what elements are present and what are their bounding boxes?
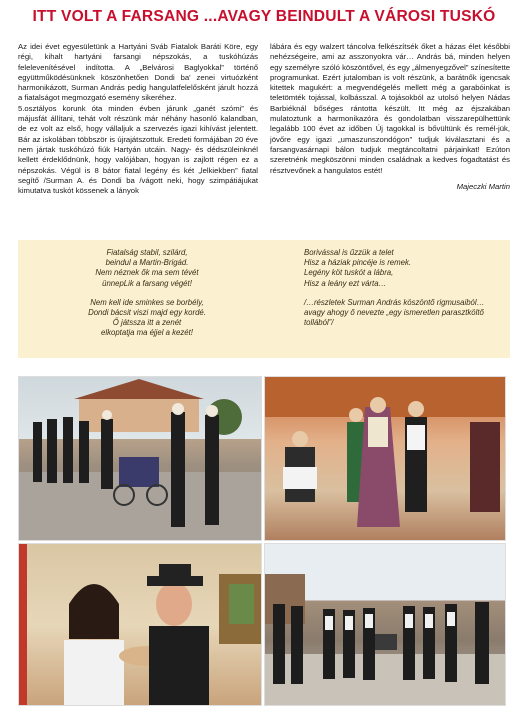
- photo-group-outdoors: [264, 543, 506, 706]
- poem-box: [18, 240, 510, 358]
- photo-group-outdoors-illustration: [265, 544, 505, 705]
- article-column-left: [18, 42, 258, 196]
- photo-indoor-accordion-illustration: [265, 377, 505, 540]
- poem-stanza: [30, 298, 264, 339]
- paragraph: 5.osztályos korunk óta minden évben járunk „ganét szómi” és májusfát állítani, tehát volt részünk már néhány hasonló kalandban, de ez volt az első, hogy vállaljuk a szervezés igazi kihívást jelentett. Bár az iskolában többször is újrajátszottuk. Eredeti formájában 20 éve nem jártak tuskóhúzó fiúk Hartyán utcáin. Nagy- és dédszüleinknél kellett érdeklődnünk, hogy valójában, hogyan is zajlott régen ez a népszokás. Végül is 8 bátor fiatal legény és két „lelkiekben” fiatal segítő /Surman A. és Dondi ba /vágott neki, hogy szimpátiájukat kimutatva tuskót kössenek a lányok: [18, 103, 258, 196]
- photo-street-procession: [18, 376, 262, 541]
- poem-left: [18, 240, 264, 358]
- poem-line: tollából”/: [304, 318, 334, 328]
- poem-stanza: [304, 248, 500, 289]
- poem-line: Hisz a leány ezt várta…: [304, 278, 387, 288]
- photo-indoor-accordion: [264, 376, 506, 541]
- photo-couple-portrait-illustration: [19, 544, 261, 705]
- photo-couple-portrait: [18, 543, 262, 706]
- poem-line: ünnepLik a farsang végét!: [102, 278, 192, 288]
- article-column-right: [270, 42, 510, 196]
- poem-line: Ő játssza itt a zenét: [112, 318, 182, 328]
- poem-line: elkoptatja ma éjjel a kezét!: [101, 328, 193, 338]
- article-body: [18, 42, 510, 196]
- paragraph: lábára és egy walzert táncolva felkészítsék őket a házas élet későbbi nehézségeire, ami az asszonyokra vár… András bá, minden helyen egy személyre szóló köszöntővel, és egy „álmenyegzővel” színesítette programunkat. Ezért jutalomban is volt részünk, a barátnők igencsak kitettek magukért: a megvendégelés mellett még a garabóinkat is teletömték tojással, kolbásszal. A tojásokból az utolsó helyen Nádas Barbiéknál bőséges rántotta készült. Itt még az éjszakában mulatoztunk a harmonikazóra és gondolatban visszarepülhettünk legalább 100 évet az időben Új tagokkal is bővültünk és remél-jük, jövőre egy igazi „umaszunszondógon” tudjuk kiválasztani és a farsangvasárnapi bálon tudjuk megtáncoltatni párjainkat! Ezúton szeretnénk megköszönni minden családnak a kedves fogadtatást és résztvevőnek a hangulatos estét!: [270, 42, 510, 175]
- poem-line: avagy ahogy ő nevezte „egy ismeretlen parasztköltő: [304, 308, 484, 318]
- poem-stanza: [304, 298, 500, 329]
- poem-right: [264, 240, 510, 358]
- poem-line: Legény köt tuskót a lábra,: [304, 268, 394, 278]
- paragraph: Az idei évet egyesületünk a Hartyáni Sváb Fiatalok Baráti Köre, egy régi, kihalt hartyáni farsangi népszokás, a tuskóhúzás felelevenítésével indította. A „Belvárosi Baglyokkal” történő együttműködésünknek köszönhetően Dondi ba' zenei virtuózként harmonikázott, Surman András pedig hangulatfelelősként járult hozzá a fiatalságot megmozgató esemény sikeréhez.: [18, 42, 258, 103]
- poem-line: Borivással is űzzük a telet: [304, 248, 394, 257]
- poem-stanza: [30, 248, 264, 289]
- article-title: ITT VOLT A FARSANG ...AVAGY BEINDULT A VÁROSI TUSKÓ: [32, 8, 496, 25]
- poem-line: Nem kell ide sminkes se borbély,: [90, 297, 204, 307]
- author-signature: Majeczki Martin: [456, 181, 510, 191]
- poem-line: Hisz a háziak pincéje is remek.: [304, 258, 412, 268]
- poem-line: beindul a Martin-Brigád.: [105, 258, 189, 268]
- poem-line: Fiatalság stabil, szilárd,: [106, 248, 188, 257]
- poem-line: /…részletek Surman András köszöntő rigmusaiból…: [304, 297, 485, 307]
- poem-line: Nem néznek ők ma sem tévét: [95, 268, 199, 278]
- photo-street-procession-illustration: [19, 377, 261, 540]
- poem-line: Dondi bácsit viszi majd egy kordé.: [88, 308, 206, 318]
